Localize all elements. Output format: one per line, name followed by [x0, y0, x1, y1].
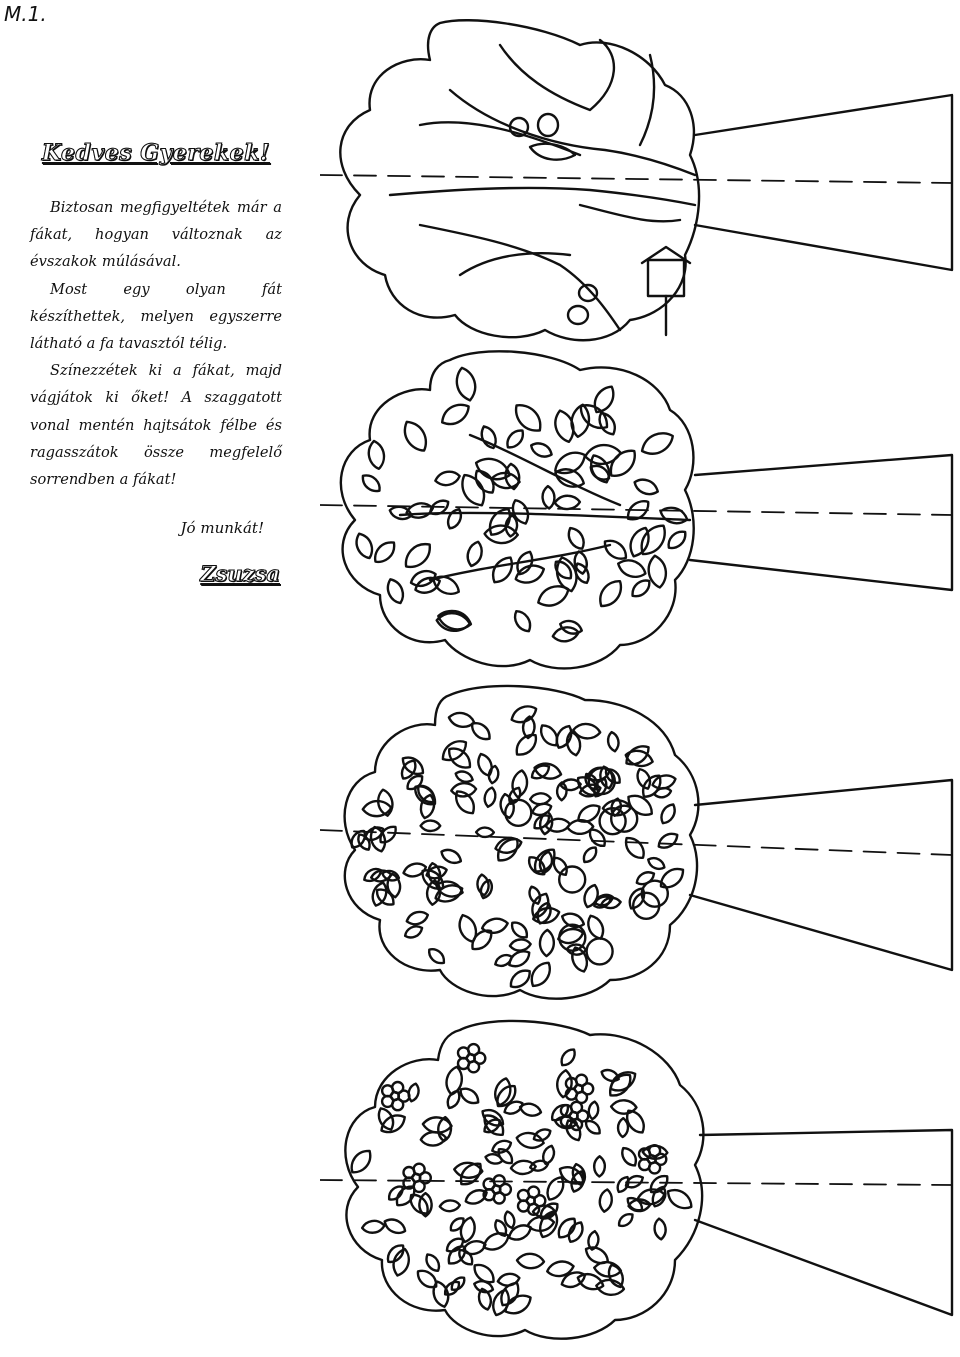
leaf-icon — [438, 736, 470, 765]
leaf-icon — [530, 793, 551, 805]
leaf-icon — [405, 909, 430, 927]
leaf-icon — [638, 428, 677, 459]
leaf-icon — [517, 1253, 545, 1269]
leaf-icon — [588, 1101, 600, 1120]
branch — [390, 188, 695, 205]
leaf-icon — [594, 1156, 605, 1176]
leaf-icon — [468, 926, 496, 953]
leaf-icon — [457, 1085, 481, 1107]
leaf-pattern — [353, 366, 690, 643]
leaf-icon — [483, 786, 497, 807]
leaf-icon — [439, 1200, 460, 1212]
leaf-icon — [418, 866, 447, 894]
leaf-icon — [629, 577, 653, 601]
leaf-icon — [514, 549, 536, 577]
trunk-outline — [695, 1130, 952, 1315]
leaf-pattern — [348, 702, 687, 991]
leaf-icon — [532, 1127, 553, 1144]
leaf-icon — [404, 773, 425, 793]
leaf-icon — [370, 538, 398, 567]
leaf-icon — [484, 1153, 503, 1166]
apple-icon — [505, 800, 531, 826]
leaf-icon — [586, 452, 613, 486]
leaf-icon — [403, 923, 424, 940]
leaf-icon — [618, 1118, 629, 1137]
bird-icon — [568, 306, 588, 324]
leaf-icon — [585, 913, 607, 941]
leaf-icon — [536, 1208, 562, 1240]
leaf-icon — [488, 553, 517, 586]
branch — [420, 225, 620, 330]
leaf-icon — [434, 470, 461, 488]
leaf-icon — [476, 827, 494, 837]
leaf-icon — [565, 730, 582, 756]
flower-icon — [566, 1075, 593, 1103]
paragraph-3: Színezzétek ki a fákat, majd vágjátok ki őket! A szaggatott vonal mentén hajtsátok félbe és ragasszátok össze megfelelő sorrendben a fákat! — [30, 362, 282, 489]
leaf-icon — [540, 930, 555, 957]
leaf-icon — [542, 486, 555, 509]
leaf-icon — [509, 498, 532, 527]
winter-tree-cutout — [320, 15, 960, 350]
leaf-icon — [546, 1259, 575, 1278]
leaf-icon — [656, 830, 681, 851]
leaf-icon — [654, 1218, 667, 1240]
leaf-icon — [481, 917, 509, 935]
leaf-icon — [584, 443, 621, 465]
leaf-icon — [386, 1183, 406, 1202]
branch — [640, 55, 654, 145]
leaf-icon — [529, 440, 554, 460]
signature: Zsuzsa — [200, 561, 280, 587]
trunk-outline — [690, 780, 952, 970]
leaf-icon — [399, 417, 431, 455]
leaf-icon — [426, 946, 448, 967]
leaf-icon — [615, 1175, 632, 1194]
branch — [460, 253, 570, 275]
leaf-icon — [555, 1215, 580, 1241]
leaf-icon — [527, 959, 555, 990]
leaf-icon — [511, 608, 534, 635]
leaf-icon — [531, 905, 561, 926]
leaf-icon — [475, 752, 495, 778]
leaf-icon — [535, 581, 572, 610]
page-label: M.1. — [4, 2, 47, 26]
leaf-icon — [601, 897, 621, 909]
leaf-icon — [646, 855, 666, 871]
leaf-icon — [445, 507, 464, 531]
leaf-icon — [632, 476, 660, 498]
leaf-icon — [658, 504, 689, 526]
paragraph-1: Biztosan megfigyeltétek már a fákat, hogyan változnak az évszakok múlásával. — [30, 199, 282, 271]
leaf-icon — [465, 540, 485, 568]
leaf-icon — [525, 854, 548, 878]
leaf-icon — [625, 1195, 645, 1214]
leaf-icon — [565, 1220, 586, 1245]
leaf-icon — [436, 607, 473, 632]
bird-icon — [530, 144, 575, 160]
apple-icon — [587, 938, 613, 964]
leaf-icon — [359, 471, 383, 495]
branch — [580, 205, 680, 221]
summer-tree-cutout — [320, 345, 960, 680]
leaf-icon — [384, 1242, 407, 1266]
leaf-icon — [382, 1216, 407, 1236]
closing: Jó munkát! — [180, 519, 264, 538]
leaf-icon — [598, 1189, 613, 1213]
leaf-icon — [621, 834, 648, 862]
leaf-icon — [509, 939, 531, 952]
leaf-icon — [558, 1046, 578, 1068]
leaf-icon — [616, 1211, 635, 1229]
leaf-icon — [400, 538, 435, 572]
leaf-icon — [367, 440, 387, 470]
leaf-icon — [624, 748, 654, 769]
paragraph-2: Most egy olyan fát készíthettek, melyen egyszerre látható a fa tavasztól télig. — [30, 280, 282, 353]
leaf-icon — [362, 1220, 385, 1234]
greeting: Kedves Gyerekek! — [41, 140, 271, 166]
leaf-icon — [554, 495, 580, 509]
leaf-icon — [353, 531, 376, 561]
leaf-icon — [451, 782, 477, 797]
leaf-icon — [456, 912, 480, 944]
leaf-icon — [565, 525, 588, 552]
leaf-icon — [347, 1146, 375, 1176]
leaf-icon — [600, 1067, 621, 1083]
leaf-icon — [510, 1160, 536, 1175]
leaf-icon — [488, 765, 500, 784]
flower-icon — [382, 1082, 409, 1110]
leaf-icon — [479, 878, 495, 899]
leaf-icon — [607, 731, 620, 752]
apple-icon — [559, 867, 585, 893]
leaf-icon — [454, 769, 474, 784]
leaf-icon — [595, 576, 627, 611]
leaf-icon — [384, 577, 407, 606]
leaf-icon — [377, 823, 400, 846]
branch — [500, 40, 614, 110]
leaf-icon — [439, 847, 463, 867]
leaf-icon — [504, 427, 527, 451]
leaf-icon — [616, 556, 648, 580]
leaf-icon — [448, 1215, 467, 1233]
flower-icon — [484, 1175, 511, 1203]
leaf-icon — [509, 919, 531, 941]
bird-icon — [538, 114, 558, 136]
branch — [400, 513, 690, 520]
leaf-icon — [445, 744, 475, 773]
leaf-icon — [438, 399, 473, 429]
leaf-icon — [421, 821, 441, 831]
flower-icon — [404, 1164, 431, 1192]
autumn-tree-cutout — [320, 680, 960, 1015]
leaf-icon — [507, 966, 534, 991]
leaf-icon — [552, 558, 575, 582]
leaf-icon — [581, 845, 600, 865]
leaf-icon — [658, 802, 678, 826]
leaf-icon — [601, 536, 631, 563]
branch — [420, 122, 580, 155]
leaf-icon — [556, 1069, 573, 1097]
letter — [30, 140, 282, 586]
leaf-icon — [619, 1145, 640, 1169]
leaf-icon — [634, 767, 653, 791]
leaf-icon — [453, 366, 478, 403]
leaf-icon — [485, 505, 516, 540]
flower-icon — [458, 1044, 485, 1072]
spring-tree-cutout — [320, 1015, 960, 1355]
leaf-icon — [590, 383, 619, 416]
trunk-outline — [690, 455, 952, 590]
leaf-icon — [664, 1185, 695, 1213]
leaf-icon — [665, 528, 690, 552]
